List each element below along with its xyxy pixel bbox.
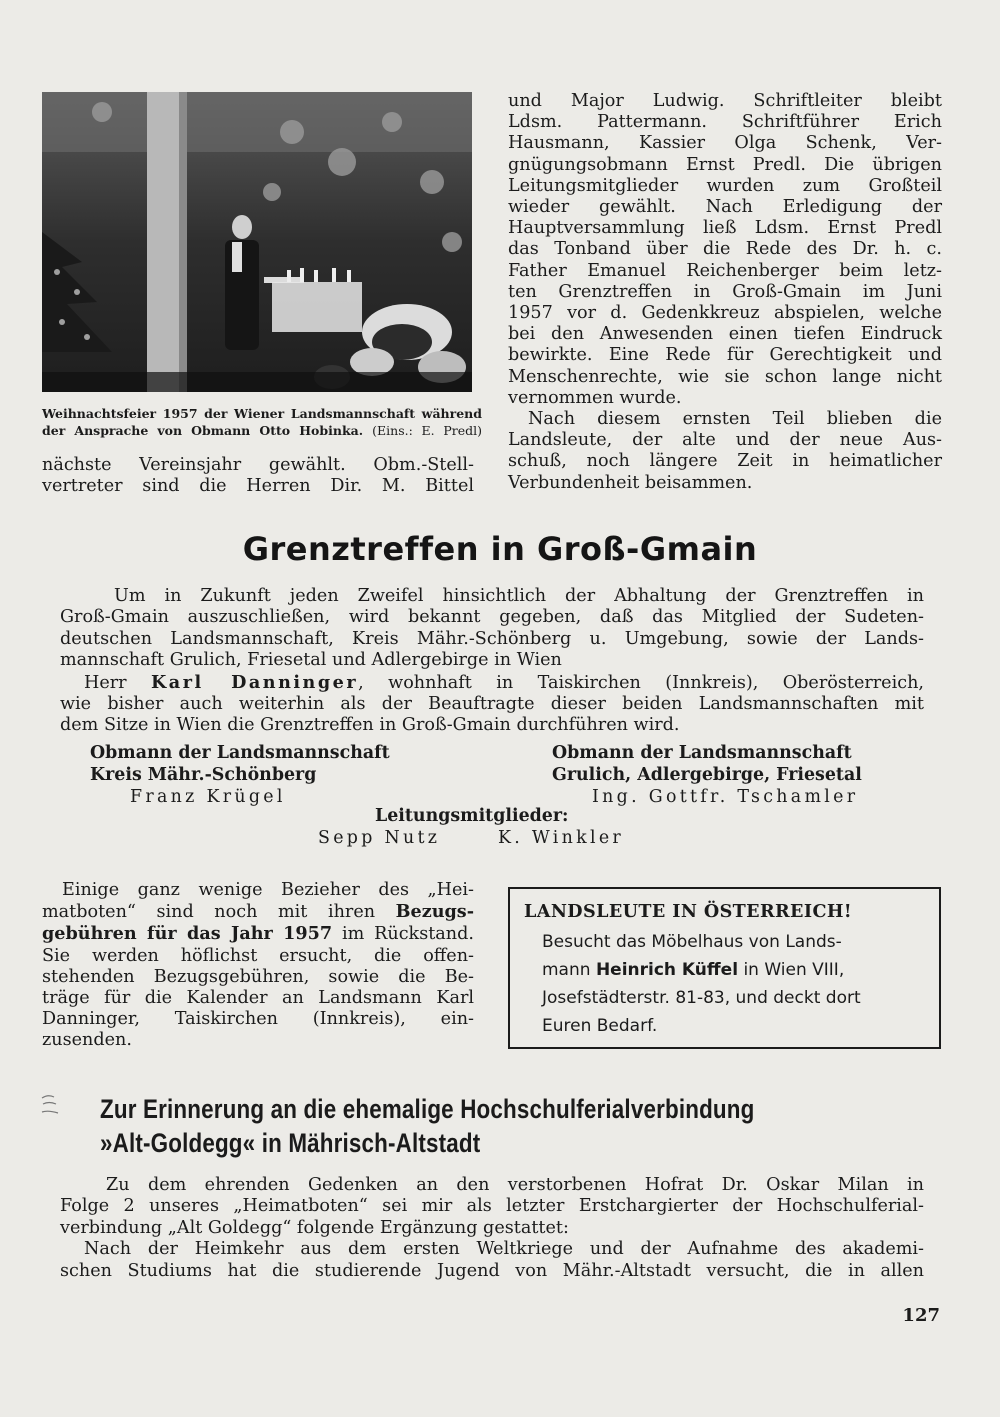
herr-line (60, 672, 924, 694)
goldegg-heading (100, 1092, 764, 1160)
grenztreffen-announcement (60, 586, 924, 737)
right-column-text (508, 91, 942, 494)
grenztreffen-heading: Grenztreffen in Groß-Gmain (242, 530, 758, 568)
text-line: wie bisher auch weiterhin als der Beauftragte dieser beiden Landsmannschaften mit (60, 694, 924, 715)
signature-title: Obmann der Landsmannschaft (552, 743, 852, 763)
text-bold: Bezugs- (395, 901, 474, 923)
text-line: Ldsm. Pattermann. Schriftführer Erich (508, 112, 942, 133)
goldegg-article (60, 1175, 924, 1282)
signature-org: Grulich, Adlergebirge, Friesetal (552, 765, 862, 785)
left-column-text (42, 455, 474, 497)
text-line: Groß-Gmain auszuschließen, wird bekannt gegeben, daß das Mitglied der Sudeten- (60, 607, 924, 628)
leitung-name: Sepp Nutz (318, 828, 441, 848)
text-line: schuß, noch längere Zeit in heimatlicher (508, 451, 942, 472)
leitung-label: Leitungsmitglieder: (375, 806, 569, 826)
ad-line: Euren Bedarf. (542, 1016, 658, 1036)
leitung-names (318, 828, 624, 848)
heading-line: Zur Erinnerung an die ehemalige Hochschulferialverbindung (100, 1094, 755, 1124)
text-line: Menschenrechte, wie sie schon lange nicht (508, 366, 942, 387)
text-span: im Rückstand. (332, 924, 474, 945)
shop-owner-name: Heinrich Küffel (595, 960, 739, 980)
text-line: Um in Zukunft jeden Zweifel hinsichtlich der Abhaltung der Grenztreffen in (114, 586, 924, 606)
photo-scene (42, 92, 472, 392)
text-line: Sie werden höflichst ersucht, die offen- (42, 945, 474, 966)
text-span: matboten“ sind noch mit ihren (42, 902, 396, 923)
christmas-celebration-photo (42, 92, 472, 392)
herr-suffix: , wohnhaft in Taiskirchen (Innkreis), Oberösterreich, (358, 672, 924, 693)
text-line: Leitungsmitglieder wurden zum Großteil (508, 175, 942, 196)
text-line: Nach diesem ernsten Teil blieben die (528, 409, 942, 430)
text-line (42, 901, 474, 923)
signature-name: Ing. Gottfr. Tschamler (592, 787, 859, 807)
signature-left (90, 742, 390, 808)
text-line: Danninger, Taiskirchen (Innkreis), ein- (42, 1009, 474, 1030)
photo-caption-text: Weihnachtsfeier 1957 der Wiener Landsmannschaft während der Ansprache von Obmann Otto Hobinka. (42, 406, 482, 438)
subscribers-notice (42, 880, 474, 1052)
heading-line: »Alt-Goldegg« in Mährisch-Altstadt (100, 1128, 481, 1158)
ad-text (524, 928, 925, 1040)
text-line: Father Emanuel Reichenberger beim letz- (508, 260, 942, 281)
signature-org: Kreis Mähr.-Schönberg (90, 765, 317, 785)
herr-prefix: Herr (84, 672, 127, 693)
text-line: stehenden Bezugsgebühren, sowie die Be- (42, 966, 474, 987)
print-mark-icon (40, 1092, 62, 1122)
text-line: nächste Vereinsjahr gewählt. Obm.-Stell- (42, 455, 474, 475)
leitung-name: K. Winkler (497, 828, 625, 848)
text-line: Zu dem ehrenden Gedenken an den verstorbenen Hofrat Dr. Oskar Milan in (106, 1175, 924, 1195)
text-line: träge für die Kalender an Landsmann Karl (42, 988, 474, 1009)
text-line: vertreter sind die Herren Dir. M. Bittel (42, 476, 474, 497)
ad-title: LANDSLEUTE IN ÖSTERREICH! (524, 901, 853, 922)
text-line: verbindung „Alt Goldegg“ folgende Ergänzung gestattet: (60, 1217, 569, 1238)
text-line: ten Grenztreffen in Groß-Gmain im Juni (508, 281, 942, 302)
text-line: Folge 2 unseres „Heimatboten“ sei mir als letzter Erstchargierter der Hochschulferial- (60, 1196, 924, 1217)
ad-line: Josefstädterstr. 81-83, und deckt dort (542, 988, 861, 1008)
text-line: deutschen Landsmannschaft, Kreis Mähr.-Schönberg u. Umgebung, sowie der Lands- (60, 628, 924, 649)
text-line: mannschaft Grulich, Friesetal und Adlergebirge in Wien (60, 650, 562, 671)
text-line: bei den Anwesenden einen tiefen Eindruck (508, 324, 942, 345)
signature-right (552, 742, 862, 808)
advertisement-box (508, 887, 941, 1049)
page-number: 127 (902, 1305, 940, 1326)
text-line: Verbundenheit beisammen. (508, 472, 753, 493)
text-line: dem Sitze in Wien die Grenztreffen in Groß-Gmain durchführen wird. (60, 715, 680, 736)
signature-title: Obmann der Landsmannschaft (90, 743, 390, 763)
text-line (42, 923, 474, 945)
person-name: Karl Danninger (151, 671, 359, 693)
text-line: zusenden. (42, 1030, 132, 1051)
text-line: Nach der Heimkehr aus dem ersten Weltkriege und der Aufnahme des akademi- (84, 1239, 924, 1260)
text-bold: gebühren für das Jahr 1957 (42, 923, 333, 945)
ad-line (542, 956, 925, 984)
signature-name: Franz Krügel (130, 787, 286, 807)
text-line: Einige ganz wenige Bezieher des „Hei- (62, 880, 474, 900)
ad-line: Besucht das Möbelhaus von Lands- (542, 932, 842, 952)
text-span: mann (542, 960, 596, 980)
text-span: in Wien VIII, (738, 960, 845, 980)
text-line: wieder gewählt. Nach Erledigung der (508, 197, 942, 218)
text-line: 1957 vor d. Gedenkkreuz abspielen, welche (508, 303, 942, 324)
text-line: bewirkte. Eine Rede für Gerechtigkeit und (508, 345, 942, 366)
text-line: das Tonband über die Rede des Dr. h. c. (508, 239, 942, 260)
text-line: Hausmann, Kassier Olga Schenk, Ver- (508, 133, 942, 154)
photo-credit: (Eins.: E. Predl) (372, 423, 482, 438)
photo-caption (42, 405, 482, 439)
text-line: Landsleute, der alte und der neue Aus- (508, 430, 942, 451)
text-line: schen Studiums hat die studierende Jugend von Mähr.-Altstadt versucht, die in allen (60, 1260, 924, 1281)
text-line: vernommen wurde. (508, 387, 682, 408)
text-line: und Major Ludwig. Schriftleiter bleibt (508, 91, 942, 111)
text-line: Hauptversammlung ließ Ldsm. Ernst Predl (508, 218, 942, 239)
text-line: gnügungsobmann Ernst Predl. Die übrigen (508, 154, 942, 175)
